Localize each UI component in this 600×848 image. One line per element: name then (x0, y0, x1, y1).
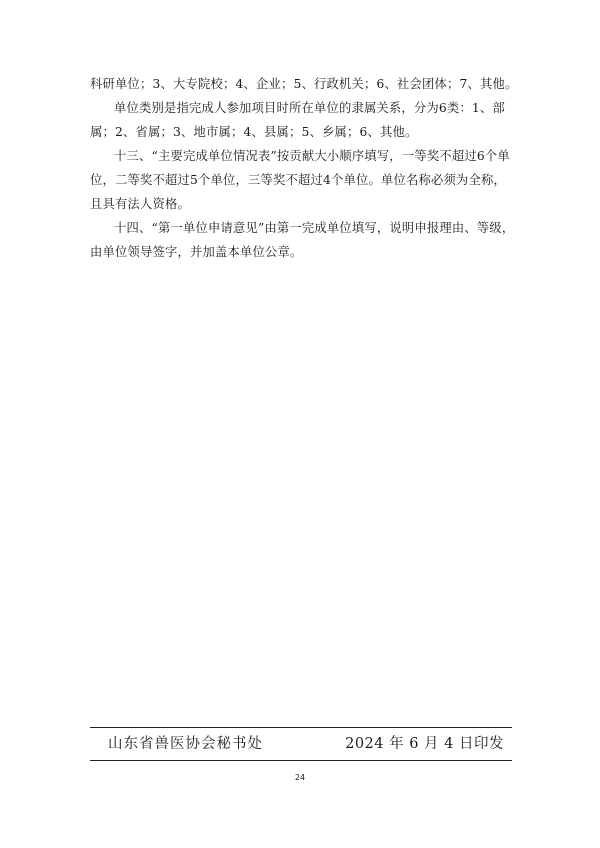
paragraph-unit-types-continued: 科研单位；3、大专院校；4、企业；5、行政机关；6、社会团体；7、其他。 (90, 77, 518, 91)
footer-bottom-rule (90, 760, 512, 761)
footer-issuer: 山东省兽医协会秘书处 (108, 736, 263, 752)
footer-print-date: 2024 年 6 月 4 日印发 (345, 736, 504, 752)
footer-top-rule (90, 727, 512, 728)
paragraph-item-13: 十三、“主要完成单位情况表”按贡献大小顺序填写，一等奖不超过6个单位，二等奖不超过5个单位，三等奖不超过4个单位。单位名称必须为全称，且具有法人资格。 (90, 149, 510, 211)
page-number: 24 (294, 773, 306, 782)
paragraph-unit-category: 单位类别是指完成人参加项目时所在单位的隶属关系，分为6类：1、部属；2、省属；3、地市属；4、县属；5、乡属；6、其他。 (90, 101, 505, 139)
paragraph-item-14: 十四、“第一单位申请意见”由第一完成单位填写，说明申报理由、等级，由单位领导签字，并加盖本单位公章。 (90, 221, 515, 259)
